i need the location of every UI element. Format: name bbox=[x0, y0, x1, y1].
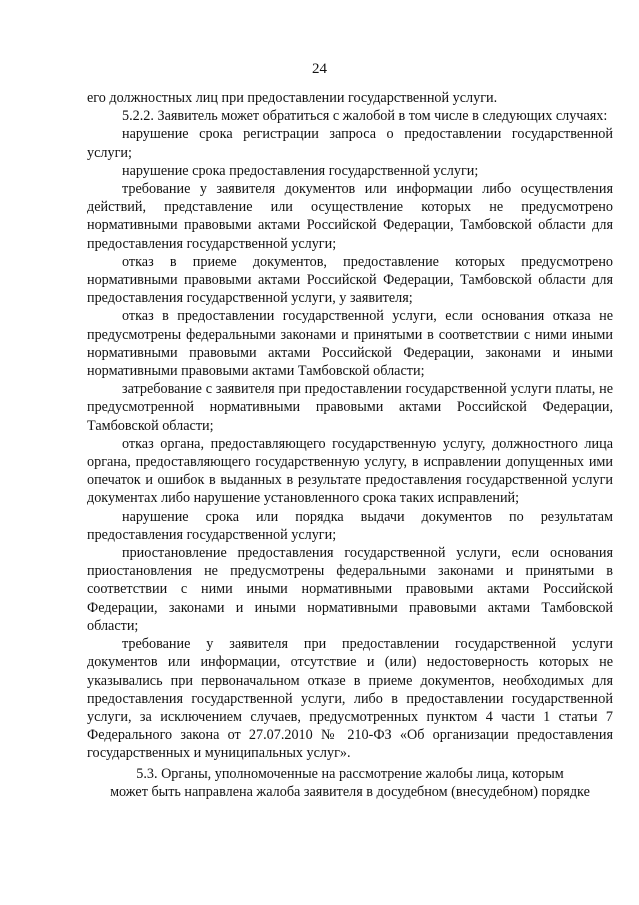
paragraph: отказ органа, предоставляющего государственную услугу, должностного лица органа, предоставляющего государственную услугу, в исправлении допущенных ими опечаток и ошибок в выданных в результате предоставления государственной услуги документах либо нарушение установленного срока таких исправлений; bbox=[87, 435, 613, 507]
paragraph: отказ в предоставлении государственной услуги, если основания отказа не предусмотрены федеральными законами и принятыми в соответствии с ними иными нормативными правовыми актами Российской Федерации, законами и иными нормативными правовыми актами Тамбовской области; bbox=[87, 308, 613, 380]
paragraph: требование у заявителя документов или информации либо осуществления действий, представление или осуществление которых не предусмотрено нормативными правовыми актами Российской Федерации, Тамбовской области для предоставления государственной услуги; bbox=[87, 181, 613, 252]
page-number: 24 bbox=[312, 61, 327, 77]
paragraph: затребование с заявителя при предоставлении государственной услуги платы, не предусмотренной нормативными правовыми актами Российской Федерации, Тамбовской области; bbox=[87, 381, 613, 434]
paragraph: 5.2.2. Заявитель может обратиться с жалобой в том числе в следующих случаях: bbox=[122, 108, 608, 125]
body-text bbox=[87, 89, 613, 763]
paragraph: его должностных лиц при предоставлении государственной услуги. bbox=[87, 90, 498, 106]
paragraph: нарушение срока регистрации запроса о предоставлении государственной услуги; bbox=[87, 126, 613, 161]
paragraph: нарушение срока предоставления государственной услуги; bbox=[122, 162, 479, 179]
paragraph: требование у заявителя при предоставлении государственной услуги документов или информации, отсутствие и (или) недостоверность которых не указывались при первоначальном отказе в приеме документов, необходимых для предоставления государственной услуги, либо в предоставлении государственной услуги, за исключением случаев, предусмотренных пунктом 4 части 1 статьи 7 Федерального закона от 27.07.2010 № 210-ФЗ «Об организации предоставления государственных и муниципальных услуг». bbox=[87, 636, 613, 762]
paragraph: отказ в приеме документов, предоставление которых предусмотрено нормативными правовыми актами Российской Федерации, Тамбовской области для предоставления государственной услуги, у заявителя; bbox=[87, 253, 613, 307]
paragraph: нарушение срока или порядка выдачи документов по результатам предоставления государственной услуги; bbox=[87, 508, 613, 543]
section-heading-line: может быть направлена жалоба заявителя в досудебном (внесудебном) порядке bbox=[110, 784, 590, 801]
section-heading bbox=[87, 765, 613, 801]
paragraph: приостановление предоставления государственной услуги, если основания приостановления не предусмотрены федеральными законами и принятыми в соответствии с ними иными нормативными правовыми актами Российской Федерации, законами и иными нормативными правовыми актами Тамбовской области; bbox=[87, 545, 613, 634]
section-heading-line: 5.3. Органы, уполномоченные на рассмотрение жалобы лица, которым bbox=[136, 766, 564, 782]
